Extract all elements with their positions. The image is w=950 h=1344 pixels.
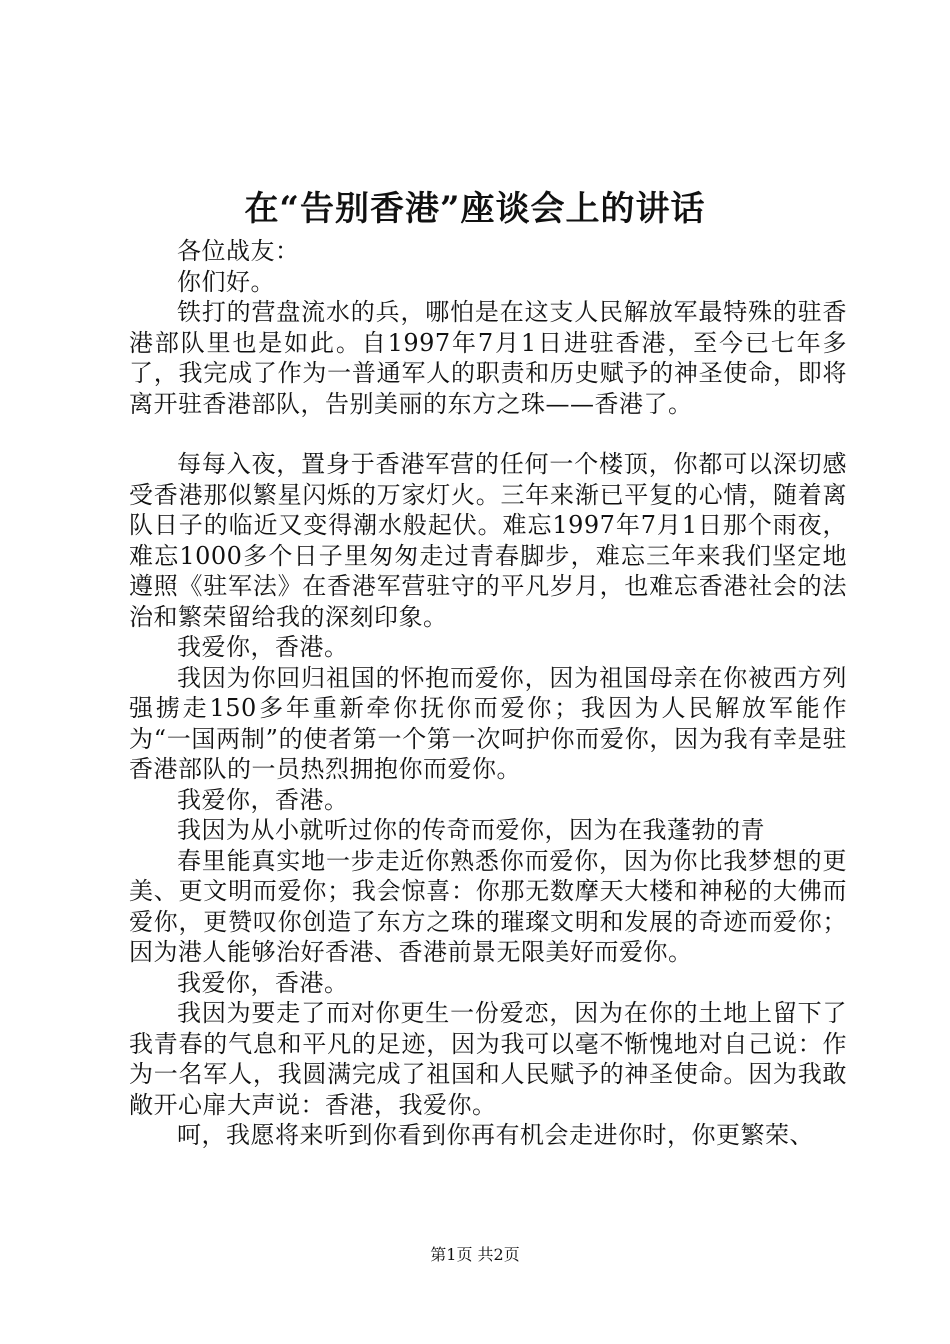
paragraph-night-memories: 每每入夜，置身于香港军营的任何一个楼顶，你都可以深切感受香港那似繁星闪烁的万家灯火。三年来渐已平复的心情，随着离队日子的临近又变得潮水般起伏。难忘1997年7月1日那个雨夜，难忘1000多个日子里匆匆走过青春脚步，难忘三年来我们坚定地遵照《驻军法》在香港军营驻守的平凡岁月，也难忘香港社会的法治和繁荣留给我的深刻印象。 xyxy=(129,450,847,631)
paragraph-hello: 你们好。 xyxy=(177,267,275,296)
paragraph-love-refrain-3: 我爱你，香港。 xyxy=(177,968,349,997)
paragraph-intro: 铁打的营盘流水的兵，哪怕是在这支人民解放军最特殊的驻香港部队里也是如此。自1997年7月1日进驻香港，至今已七年多了，我完成了作为一普通军人的职责和历史赋予的神圣使命，即将离开驻香港部队，告别美丽的东方之珠——香港了。 xyxy=(129,298,847,418)
paragraph-love-refrain-1: 我爱你，香港。 xyxy=(177,633,349,661)
paragraph-love-return: 我因为你回归祖国的怀抱而爱你，因为祖国母亲在你被西方列强掳走150多年重新牵你抚你而爱你；我因为人民解放军能作为“一国两制”的使者第一个第一次呵护你而爱你，因为我有幸是驻香港部队的一员热烈拥抱你而爱你。 xyxy=(129,663,847,783)
paragraph-greeting: 各位战友： xyxy=(177,237,300,265)
paragraph-love-refrain-2: 我爱你，香港。 xyxy=(177,785,349,814)
paragraph-farewell: 我因为要走了而对你更生一份爱恋，因为在你的土地上留下了我青春的气息和平凡的足迹，因为我可以毫不惭愧地对自己说：作为一名军人，我圆满完成了祖国和人民赋予的神圣使命。因为我敢敞开心扉大声说：香港，我爱你。 xyxy=(129,999,847,1119)
paragraph-youth: 春里能真实地一步走近你熟悉你而爱你，因为你比我梦想的更美、更文明而爱你；我会惊喜：你那无数摩天大楼和神秘的大佛而爱你，更赞叹你创造了东方之珠的璀璨文明和发展的奇迹而爱你；因为港人能够治好香港、香港前景无限美好而爱你。 xyxy=(129,846,847,966)
paragraph-future: 呵，我愿将来听到你看到你再有机会走进你时，你更繁荣、 xyxy=(177,1121,814,1149)
page-number-footer: 第1页 共2页 xyxy=(430,1245,520,1264)
document-title: 在“告别香港”座谈会上的讲话 xyxy=(244,189,706,229)
paragraph-legend: 我因为从小就听过你的传奇而爱你，因为在我蓬勃的青 xyxy=(177,816,765,844)
document-body xyxy=(129,236,847,1151)
